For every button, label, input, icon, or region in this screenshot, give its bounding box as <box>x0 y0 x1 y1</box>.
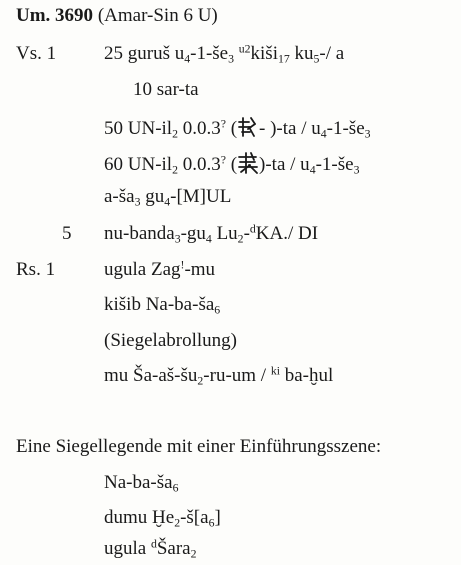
superscript: u2 <box>238 42 251 56</box>
tablet-date: (Amar-Sin 6 U) <box>97 5 218 26</box>
superscript: ? <box>220 117 226 131</box>
text-segment: ( <box>225 118 238 139</box>
obverse-line-1 <box>16 44 56 63</box>
text-segment: -gu <box>180 223 206 244</box>
obverse-line-2 <box>133 80 199 99</box>
text-segment: -[M]UL <box>170 186 232 207</box>
text-segment: Eine Siegellegende mit einer Einführungsszene: <box>16 436 382 457</box>
line-number: 5 <box>62 223 72 244</box>
text-segment: mu Ša-aš-šu <box>104 365 198 386</box>
subscript: 2 <box>172 127 178 141</box>
subscript: 3 <box>353 163 360 177</box>
subscript: 2 <box>190 547 197 561</box>
text-segment: -1-še <box>190 43 229 64</box>
subscript: 4 <box>184 52 191 66</box>
subscript: 2 <box>197 374 204 388</box>
text-segment: (Siegelabrollung) <box>104 330 237 351</box>
text-segment: kišib Na-ba-ša <box>104 294 215 315</box>
text-segment: dumu Ḫe <box>104 507 175 528</box>
seal-line-1 <box>104 472 179 495</box>
seal-line-2 <box>104 507 221 530</box>
obverse-line-3 <box>104 115 371 139</box>
superscript: ki <box>270 364 280 378</box>
subscript: 5 <box>313 52 320 66</box>
superscript: ! <box>180 258 185 272</box>
text-segment: ba-ḫul <box>280 365 334 386</box>
subscript: 6 <box>172 481 179 495</box>
text-segment: KA./ DI <box>255 223 319 244</box>
subscript: 3 <box>134 195 141 209</box>
text-segment: guruš u <box>127 43 185 64</box>
subscript: 4 <box>205 232 212 246</box>
subscript: 3 <box>228 52 234 66</box>
reverse-line-1 <box>16 260 55 279</box>
text-segment: 0.0.3 <box>177 154 221 175</box>
obverse-label: Vs. 1 <box>16 43 57 64</box>
text-segment: -š[a <box>180 507 209 528</box>
text-segment: ( <box>225 154 238 175</box>
text-segment: 0.0.3 <box>177 118 221 139</box>
text-segment: kiši <box>250 43 278 64</box>
text-segment: Lu <box>211 223 238 244</box>
reverse-label: Rs. 1 <box>16 259 56 280</box>
text-segment: -ru-um / <box>203 365 271 386</box>
text-segment: - )-ta / u <box>259 118 321 139</box>
subscript: 3 <box>364 127 371 141</box>
text-segment: -1-še <box>326 118 365 139</box>
subscript: 17 <box>277 52 290 66</box>
subscript: 2 <box>237 232 244 246</box>
text-segment: -mu <box>184 259 216 280</box>
cuneiform-sign-icon <box>237 115 259 139</box>
subscript: 3 <box>174 232 181 246</box>
superscript: ? <box>220 153 226 167</box>
text-segment: 50 UN-il <box>104 118 173 139</box>
obverse-line-6-number <box>62 224 72 243</box>
reverse-line-1-text <box>104 260 215 279</box>
cuneiform-sign-icon <box>237 151 259 175</box>
obverse-line-4 <box>104 151 359 175</box>
obverse-line-5 <box>104 186 232 209</box>
header-line <box>16 6 218 25</box>
subscript: 2 <box>172 163 178 177</box>
text-segment: -/ a <box>319 43 345 64</box>
reverse-line-3 <box>104 331 237 350</box>
reverse-line-2 <box>104 294 221 317</box>
text-segment: 60 UN-il <box>104 154 173 175</box>
obverse-line-6 <box>104 222 319 246</box>
text-segment: a-ša <box>104 186 135 207</box>
tablet-id: Um. 3690 <box>16 5 94 26</box>
text-segment: Šara <box>156 538 191 559</box>
text-segment: ] <box>214 507 221 528</box>
text-segment: -1-še <box>315 154 354 175</box>
subscript: 4 <box>164 195 171 209</box>
line-number: 25 <box>104 43 123 64</box>
text-segment: ugula Zag <box>104 259 181 280</box>
subscript: 6 <box>208 516 215 530</box>
text-segment: )-ta / u <box>259 154 310 175</box>
text-segment: nu-banda <box>104 223 175 244</box>
text-segment: gu <box>140 186 165 207</box>
reverse-line-4 <box>104 364 334 388</box>
subscript: 4 <box>320 127 327 141</box>
text-segment: ku <box>289 43 314 64</box>
superscript: d <box>150 537 157 551</box>
seal-intro <box>16 437 381 456</box>
subscript: 2 <box>174 516 181 530</box>
subscript: 6 <box>214 303 221 317</box>
subscript: 4 <box>309 163 316 177</box>
obverse-line-1-text <box>104 42 345 66</box>
text-segment: - <box>243 223 250 244</box>
superscript: d <box>249 222 256 236</box>
text-segment: 10 sar-ta <box>133 79 199 100</box>
text-segment: ugula <box>104 538 151 559</box>
seal-line-3 <box>104 537 197 561</box>
text-segment: Na-ba-ša <box>104 472 173 493</box>
